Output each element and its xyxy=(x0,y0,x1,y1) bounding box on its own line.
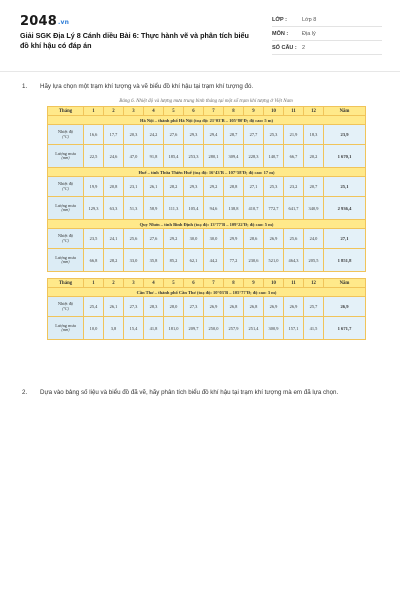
month-value-cell: 29,2 xyxy=(164,229,184,249)
meta-panel xyxy=(272,13,382,55)
column-header: 8 xyxy=(224,279,244,288)
column-header: 7 xyxy=(204,279,224,288)
month-value-cell: 251,4 xyxy=(244,317,264,340)
column-header: 8 xyxy=(224,107,244,116)
month-value-cell: 250,0 xyxy=(204,317,224,340)
month-value-cell: 26,1 xyxy=(144,177,164,197)
month-value-cell: 62,1 xyxy=(184,249,204,272)
month-value-cell: 15,4 xyxy=(124,317,144,340)
month-value-cell: 257,9 xyxy=(224,317,244,340)
column-header: 9 xyxy=(244,279,264,288)
table-caption: Bảng 6. Nhiệt độ và lượng mưa trung bình tháng tại một số trạm khí tượng ở Việt Nam xyxy=(119,99,293,104)
month-value-cell: 10,0 xyxy=(84,317,104,340)
month-value-cell: 18,3 xyxy=(304,125,324,145)
month-value-cell: 20,7 xyxy=(304,177,324,197)
month-value-cell: 27,3 xyxy=(184,297,204,317)
annual-value-cell: 26,9 xyxy=(324,297,366,317)
row-label-text: Nhiệt độ xyxy=(57,181,74,186)
column-header: Tháng xyxy=(48,279,84,288)
month-value-cell: 26,9 xyxy=(264,229,284,249)
column-header: 4 xyxy=(144,279,164,288)
row-unit-text: (mm) xyxy=(61,328,70,332)
table-header-row xyxy=(48,279,366,288)
month-value-cell: 464,3 xyxy=(284,249,304,272)
month-value-cell: 23,2 xyxy=(284,177,304,197)
temperature-row xyxy=(48,297,366,317)
column-header: 1 xyxy=(84,107,104,116)
header-divider xyxy=(0,71,400,72)
climate-table-figure xyxy=(47,97,365,340)
month-value-cell: 33,0 xyxy=(124,249,144,272)
month-value-cell: 24,1 xyxy=(104,229,124,249)
row-label-text: Nhiệt độ xyxy=(57,129,74,134)
annual-value-cell: 23,9 xyxy=(324,125,366,145)
rainfall-label xyxy=(48,249,84,272)
month-value-cell: 63,3 xyxy=(104,197,124,220)
meta-row-subject xyxy=(272,27,382,41)
station-row xyxy=(48,288,366,297)
month-value-cell: 280,1 xyxy=(204,145,224,168)
column-header: 5 xyxy=(164,279,184,288)
column-header: 6 xyxy=(184,279,204,288)
month-value-cell: 26,8 xyxy=(244,297,264,317)
month-value-cell: 28,8 xyxy=(224,177,244,197)
station-row xyxy=(48,220,366,229)
row-unit-text: (mm) xyxy=(61,156,70,160)
month-value-cell: 66,8 xyxy=(84,249,104,272)
station-name: Huế – tỉnh Thừa Thiên Huế (toạ độ: 16°43'B – 107°58'Đ; độ cao: 17 m) xyxy=(48,168,366,177)
annual-value-cell: 1 670,1 xyxy=(324,145,366,168)
month-value-cell: 157,1 xyxy=(284,317,304,340)
column-header: 2 xyxy=(104,279,124,288)
row-label-text: Nhiệt độ xyxy=(57,301,74,306)
column-header: 11 xyxy=(284,107,304,116)
row-label-text: Nhiệt độ xyxy=(57,233,74,238)
column-header: 2 xyxy=(104,107,124,116)
month-value-cell: 26,9 xyxy=(204,297,224,317)
month-value-cell: 105,4 xyxy=(184,197,204,220)
month-value-cell: 29,3 xyxy=(184,125,204,145)
column-header: Năm xyxy=(324,279,366,288)
month-value-cell: 47,0 xyxy=(124,145,144,168)
row-label-text: Lượng mưa xyxy=(55,150,76,156)
station-row xyxy=(48,116,366,125)
temperature-label xyxy=(48,177,84,197)
rainfall-row xyxy=(48,317,366,340)
column-header: 5 xyxy=(164,107,184,116)
month-value-cell: 25,6 xyxy=(124,229,144,249)
month-value-cell: 20,8 xyxy=(104,177,124,197)
month-value-cell: 25,3 xyxy=(264,125,284,145)
month-value-cell: 24,0 xyxy=(304,229,324,249)
month-value-cell: 94,6 xyxy=(204,197,224,220)
rainfall-label xyxy=(48,317,84,340)
row-label-text: Lượng mưa xyxy=(55,202,76,208)
month-value-cell: 300,9 xyxy=(264,317,284,340)
rainfall-row xyxy=(48,145,366,168)
month-value-cell: 19,9 xyxy=(84,177,104,197)
meta-value: Lớp 8 xyxy=(302,17,317,23)
column-header: 3 xyxy=(124,279,144,288)
month-value-cell: 44,2 xyxy=(204,249,224,272)
month-value-cell: 228,3 xyxy=(244,145,264,168)
month-value-cell: 26,9 xyxy=(284,297,304,317)
month-value-cell: 24,6 xyxy=(104,145,124,168)
column-header: 12 xyxy=(304,107,324,116)
station-row xyxy=(48,168,366,177)
month-value-cell: 521,0 xyxy=(264,249,284,272)
rainfall-row xyxy=(48,197,366,220)
month-value-cell: 185,4 xyxy=(164,145,184,168)
climate-table xyxy=(47,106,366,340)
row-unit-text: (°C) xyxy=(62,186,69,191)
column-header: 12 xyxy=(304,279,324,288)
table-header-row xyxy=(48,107,366,116)
month-value-cell: 30,0 xyxy=(184,229,204,249)
month-value-cell: 20,2 xyxy=(304,145,324,168)
column-header: Tháng xyxy=(48,107,84,116)
month-value-cell: 77,2 xyxy=(224,249,244,272)
meta-key: MÔN : xyxy=(272,31,289,37)
month-value-cell: 26,8 xyxy=(224,297,244,317)
temperature-label xyxy=(48,125,84,145)
month-value-cell: 205,5 xyxy=(304,249,324,272)
column-header: Năm xyxy=(324,107,366,116)
annual-value-cell: 1 851,8 xyxy=(324,249,366,272)
month-value-cell: 140,7 xyxy=(264,145,284,168)
month-value-cell: 253,3 xyxy=(184,145,204,168)
question-number: 1. xyxy=(22,83,28,90)
rainfall-row xyxy=(48,249,366,272)
meta-key: LỚP : xyxy=(272,17,287,23)
column-header: 3 xyxy=(124,107,144,116)
month-value-cell: 21,9 xyxy=(284,125,304,145)
month-value-cell: 35,8 xyxy=(144,249,164,272)
month-value-cell: 25,6 xyxy=(284,229,304,249)
month-value-cell: 25,3 xyxy=(264,177,284,197)
annual-value-cell: 2 936,4 xyxy=(324,197,366,220)
month-value-cell: 17,7 xyxy=(104,125,124,145)
month-value-cell: 28,7 xyxy=(224,125,244,145)
column-header: 9 xyxy=(244,107,264,116)
month-value-cell: 29,9 xyxy=(224,229,244,249)
temperature-row xyxy=(48,229,366,249)
meta-key: SỐ CÂU : xyxy=(272,45,297,51)
month-value-cell: 51,3 xyxy=(124,197,144,220)
month-value-cell: 230,6 xyxy=(244,249,264,272)
temperature-label xyxy=(48,297,84,317)
rainfall-label xyxy=(48,145,84,168)
month-value-cell: 85,2 xyxy=(164,249,184,272)
month-value-cell: 29,2 xyxy=(204,177,224,197)
month-value-cell: 25,7 xyxy=(304,297,324,317)
column-header: 11 xyxy=(284,279,304,288)
month-value-cell: 181,0 xyxy=(164,317,184,340)
month-value-cell: 16,6 xyxy=(84,125,104,145)
rainfall-label xyxy=(48,197,84,220)
question-number: 2. xyxy=(22,389,28,396)
meta-value: Địa lý xyxy=(302,31,316,37)
month-value-cell: 24,2 xyxy=(144,125,164,145)
annual-value-cell: 25,1 xyxy=(324,177,366,197)
month-value-cell: 340,9 xyxy=(304,197,324,220)
row-label-text: Lượng mưa xyxy=(55,322,76,328)
month-value-cell: 27,6 xyxy=(144,229,164,249)
page-title: Giải SGK Địa Lý 8 Cánh diều Bài 6: Thực hành vẽ và phân tích biểu đồ khí hậu có đáp án xyxy=(20,31,249,50)
month-value-cell: 3,8 xyxy=(104,317,124,340)
month-value-cell: 410,7 xyxy=(244,197,264,220)
row-unit-text: (°C) xyxy=(62,238,69,243)
question-text: Hãy lựa chọn một trạm khí tượng và vẽ biểu đồ khí hậu tại trạm khí tượng đó. xyxy=(40,83,254,90)
column-header: 1 xyxy=(84,279,104,288)
month-value-cell: 58,9 xyxy=(144,197,164,220)
station-name: Quy Nhơn – tỉnh Bình Định (toạ độ: 13°77'B – 109°22'Đ; độ cao: 5 m) xyxy=(48,220,366,229)
month-value-cell: 22,5 xyxy=(84,145,104,168)
month-value-cell: 28,3 xyxy=(144,297,164,317)
meta-row-grade xyxy=(272,13,382,27)
month-value-cell: 30,0 xyxy=(204,229,224,249)
row-unit-text: (°C) xyxy=(62,306,69,311)
month-value-cell: 29,3 xyxy=(184,177,204,197)
temperature-label xyxy=(48,229,84,249)
annual-value-cell: 27,1 xyxy=(324,229,366,249)
month-value-cell: 41,5 xyxy=(304,317,324,340)
row-unit-text: (mm) xyxy=(61,260,70,264)
month-value-cell: 20,3 xyxy=(124,125,144,145)
month-value-cell: 23,1 xyxy=(124,177,144,197)
month-value-cell: 27,6 xyxy=(164,125,184,145)
meta-value: 2 xyxy=(302,45,306,51)
annual-value-cell: 1 671,7 xyxy=(324,317,366,340)
column-header: 10 xyxy=(264,107,284,116)
month-value-cell: 26,9 xyxy=(264,297,284,317)
month-value-cell: 772,7 xyxy=(264,197,284,220)
temperature-row xyxy=(48,177,366,197)
month-value-cell: 28,0 xyxy=(164,297,184,317)
month-value-cell: 111,3 xyxy=(164,197,184,220)
month-value-cell: 91,8 xyxy=(144,145,164,168)
temperature-row xyxy=(48,125,366,145)
table-spacer xyxy=(48,272,366,279)
month-value-cell: 641,7 xyxy=(284,197,304,220)
page-header xyxy=(20,10,382,56)
month-value-cell: 209,7 xyxy=(184,317,204,340)
row-unit-text: (mm) xyxy=(61,208,70,212)
column-header: 7 xyxy=(204,107,224,116)
month-value-cell: 27,1 xyxy=(244,177,264,197)
month-value-cell: 25,4 xyxy=(84,297,104,317)
question-text: Dựa vào bảng số liệu và biểu đồ đã vẽ, hãy phân tích biểu đồ khí hậu tại trạm khí tượng mà em đã lựa chọn. xyxy=(40,389,339,396)
column-header: 10 xyxy=(264,279,284,288)
month-value-cell: 66,7 xyxy=(284,145,304,168)
month-value-cell: 28,2 xyxy=(164,177,184,197)
station-name: Cần Thơ – thành phố Cần Thơ (toạ độ: 10°03'B – 105°77'Đ; độ cao: 3 m) xyxy=(48,288,366,297)
month-value-cell: 29,4 xyxy=(204,125,224,145)
column-header: 6 xyxy=(184,107,204,116)
month-value-cell: 27,3 xyxy=(124,297,144,317)
spacer-cell xyxy=(48,272,366,279)
row-label-text: Lượng mưa xyxy=(55,254,76,260)
month-value-cell: 28,6 xyxy=(244,229,264,249)
meta-row-count xyxy=(272,41,382,55)
station-name: Hà Nội – thành phố Hà Nội (toạ độ: 21°03'B – 105°80'Đ; độ cao: 5 m) xyxy=(48,116,366,125)
month-value-cell: 309,4 xyxy=(224,145,244,168)
site-logo[interactable]: 2048.vn xyxy=(20,14,70,29)
month-value-cell: 23,5 xyxy=(84,229,104,249)
column-header: 4 xyxy=(144,107,164,116)
row-unit-text: (°C) xyxy=(62,134,69,139)
month-value-cell: 138,8 xyxy=(224,197,244,220)
month-value-cell: 26,1 xyxy=(104,297,124,317)
month-value-cell: 129,3 xyxy=(84,197,104,220)
month-value-cell: 28,2 xyxy=(104,249,124,272)
month-value-cell: 41,8 xyxy=(144,317,164,340)
month-value-cell: 27,7 xyxy=(244,125,264,145)
